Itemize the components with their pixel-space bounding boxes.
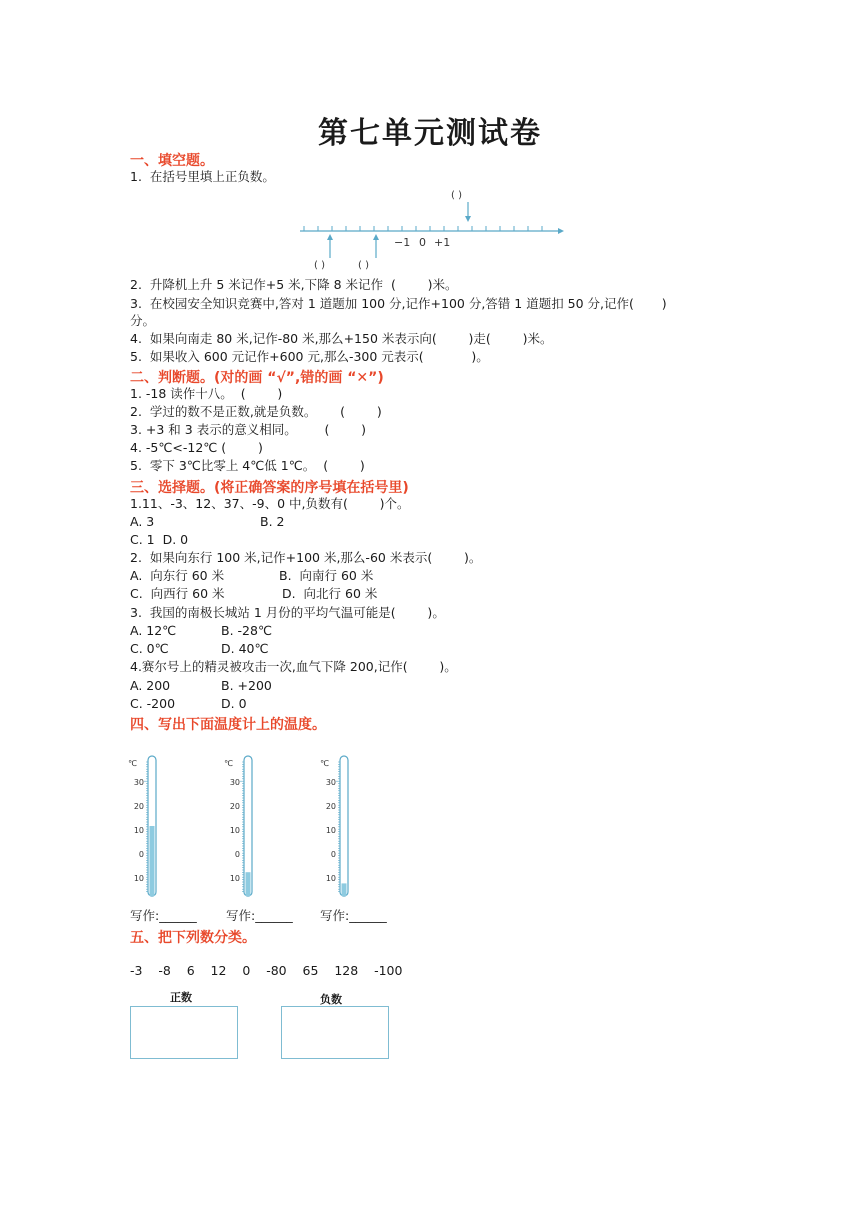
choice-q3-a: A. 12℃	[130, 623, 177, 638]
thermometer-answer-2: 写作:______	[226, 908, 293, 923]
question-1-4: 4. 如果向南走 80 米,记作-80 米,那么+150 米表示向( )走( )米。	[130, 331, 553, 346]
negative-box-label: 负数	[320, 993, 342, 1006]
choice-q2-b: B. 向南行 60 米	[279, 568, 374, 583]
tf-item-2: 2. 学过的数不是正数,就是负数。 ( )	[130, 404, 382, 419]
thermometer-2-tick-label: 10	[229, 874, 240, 883]
choice-q2: 2. 如果向东行 100 米,记作+100 米,那么-60 米表示( )。	[130, 550, 482, 565]
choice-q3-d: D. 40℃	[221, 641, 269, 656]
thermometer-3-tick-label: 10	[325, 826, 336, 835]
section-heading-classify: 五、把下列数分类。	[130, 930, 256, 946]
choice-q2-c: C. 向西行 60 米	[130, 586, 225, 601]
tf-item-3: 3. +3 和 3 表示的意义相同。 ( )	[130, 422, 367, 437]
number-line-figure	[290, 184, 580, 274]
choice-q4-b: B. +200	[221, 678, 272, 693]
negative-numbers-box[interactable]	[281, 1006, 389, 1059]
choice-q4-d: D. 0	[221, 696, 247, 711]
thermometer-3-tube	[340, 756, 348, 896]
choice-q2-d: D. 向北行 60 米	[282, 586, 378, 601]
label-neg1: −1	[394, 236, 411, 249]
choice-q1-a: A. 3	[130, 514, 155, 529]
tf-item-4: 4. -5℃<-12℃ ( )	[130, 440, 263, 455]
thermometer-2-tick-label: 20	[229, 802, 240, 811]
positive-numbers-box[interactable]	[130, 1006, 238, 1059]
thermometer-1-tick-label: 20	[133, 802, 144, 811]
thermometer-3-tick-label: 0	[330, 850, 336, 859]
thermometer-3-liquid	[342, 883, 347, 896]
tf-item-5: 5. 零下 3℃比零上 4℃低 1℃。 ( )	[130, 458, 365, 473]
paren-bottom-1: ( )	[314, 260, 325, 271]
choice-q3-b: B. -28℃	[221, 623, 272, 638]
section-heading-thermometer: 四、写出下面温度计上的温度。	[130, 717, 326, 733]
paren-top: ( )	[451, 190, 462, 201]
thermometer-answer-3: 写作:______	[320, 908, 387, 923]
label-0: 0	[419, 236, 426, 249]
positive-box-label: 正数	[170, 991, 192, 1004]
choice-q4: 4.赛尔号上的精灵被攻击一次,血气下降 200,记作( )。	[130, 659, 457, 674]
choice-q3: 3. 我国的南极长城站 1 月份的平均气温可能是( )。	[130, 605, 445, 620]
question-1-3: 3. 在校园安全知识竞赛中,答对 1 道题加 100 分,记作+100 分,答错 1 道题扣 50 分,记作( )	[130, 296, 667, 311]
paren-bottom-2: ( )	[358, 260, 369, 271]
arrow-bottom-1-head	[327, 234, 333, 240]
thermometer-3-tick-label: 10	[325, 874, 336, 883]
label-pos1: +1	[434, 236, 451, 249]
choice-q1-b: B. 2	[260, 514, 285, 529]
thermometer-3-tick-label: 30	[325, 778, 336, 787]
choice-q4-c: C. -200	[130, 696, 176, 711]
thermometer-1-liquid	[150, 826, 155, 896]
thermometer-3-tick-label: 20	[325, 802, 336, 811]
thermometer-2-tick-label: 10	[229, 826, 240, 835]
arrow-top-head	[465, 216, 471, 222]
thermometer-1-unit: ℃	[128, 759, 137, 768]
choice-q4-a: A. 200	[130, 678, 171, 693]
thermometer-3-unit: ℃	[320, 759, 329, 768]
number-line-arrowhead	[558, 228, 564, 234]
thermometer-1-tick-label: 30	[133, 778, 144, 787]
question-1-3-cont: 分。	[130, 313, 156, 328]
question-1-5: 5. 如果收入 600 元记作+600 元,那么-300 元表示( )。	[130, 349, 489, 364]
arrow-bottom-2-head	[373, 234, 379, 240]
section-heading-choice: 三、选择题。(将正确答案的序号填在括号里)	[130, 480, 409, 496]
number-line-ticks	[304, 226, 542, 231]
thermometer-1-tick-label: 10	[133, 826, 144, 835]
choice-q2-a: A. 向东行 60 米	[130, 568, 225, 583]
question-1-2: 2. 升降机上升 5 米记作+5 米,下降 8 米记作 ( )米。	[130, 277, 458, 292]
page-title: 第七单元测试卷	[318, 116, 542, 151]
choice-q3-c: C. 0℃	[130, 641, 169, 656]
numbers-to-classify: -3 -8 6 12 0 -80 65 128 -100	[130, 963, 403, 978]
thermometer-2-unit: ℃	[224, 759, 233, 768]
section-heading-true-false: 二、判断题。(对的画 “√”,错的画 “✕”)	[130, 370, 384, 386]
choice-q1-cd: C. 1 D. 0	[130, 532, 189, 547]
thermometer-2-tick-label: 30	[229, 778, 240, 787]
thermometer-1-tick-label: 0	[138, 850, 144, 859]
section-heading-fill-blank: 一、填空题。	[130, 153, 214, 169]
tf-item-1: 1. -18 读作十八。 ( )	[130, 386, 283, 401]
question-1-1: 1. 在括号里填上正负数。	[130, 169, 275, 184]
choice-q1: 1.11、-3、12、37、-9、0 中,负数有( )个。	[130, 496, 410, 511]
thermometers-figure	[126, 752, 366, 902]
thermometer-1-tick-label: 10	[133, 874, 144, 883]
thermometer-2-tick-label: 0	[234, 850, 240, 859]
thermometer-2-liquid	[246, 872, 251, 896]
thermometer-answer-1: 写作:______	[130, 908, 197, 923]
